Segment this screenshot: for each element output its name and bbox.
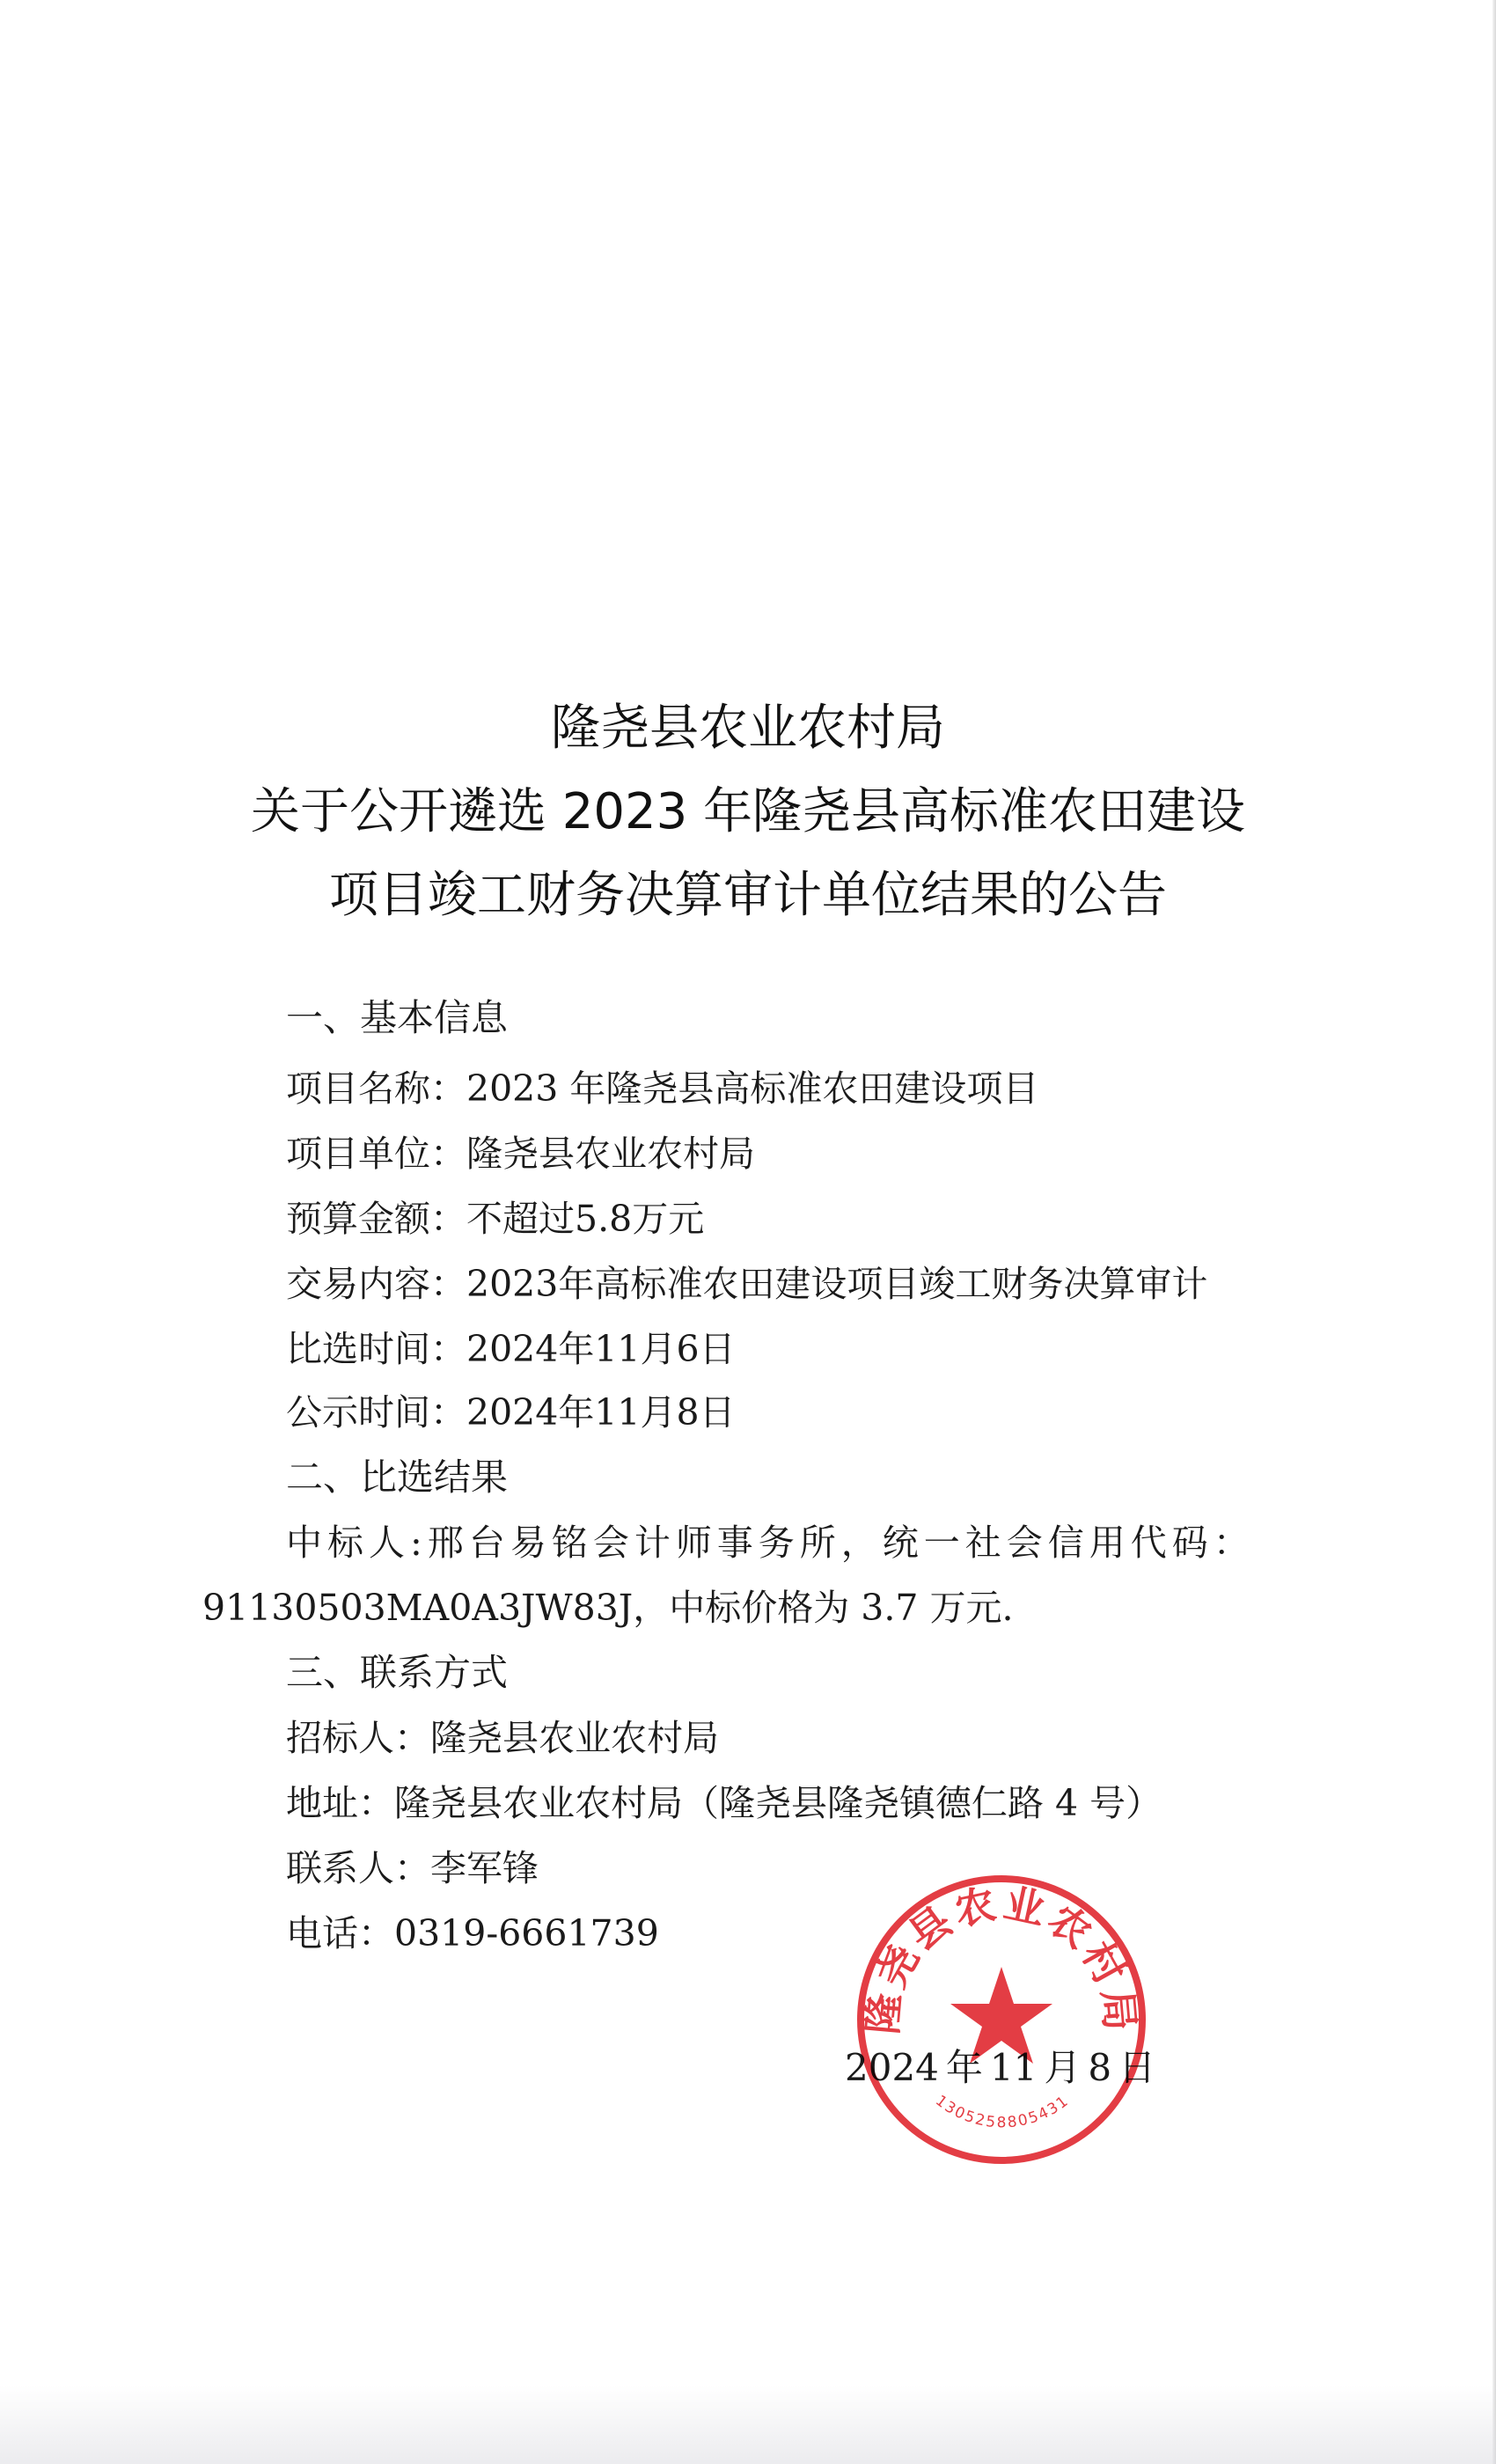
budget-value: 不超过5.8万元 — [466, 1198, 705, 1240]
project-name-label: 项目名称： — [286, 1067, 466, 1110]
project-unit-value: 隆尧县农业农村局 — [466, 1133, 755, 1175]
project-name-row — [286, 1067, 1038, 1111]
selection-time-row — [286, 1327, 736, 1371]
date-month-unit: 月 — [1044, 2046, 1082, 2089]
selection-time-value: 2024年11月6日 — [466, 1328, 736, 1370]
transaction-value: 2023年高标准农田建设项目竣工财务决算审计 — [466, 1263, 1208, 1305]
project-unit-row — [286, 1132, 755, 1176]
seal-code: 1305258805431 — [932, 2092, 1073, 2132]
project-unit-label: 项目单位： — [286, 1133, 466, 1175]
section-basic-info-heading: 一、基本信息 — [286, 996, 509, 1039]
address-row — [286, 1781, 1162, 1825]
address-label: 地址： — [286, 1782, 394, 1824]
section-result-heading: 二、比选结果 — [286, 1456, 509, 1499]
publicity-time-label: 公示时间： — [286, 1391, 466, 1434]
date-month: 11 — [989, 2046, 1038, 2089]
seal-star-icon — [950, 1967, 1052, 2064]
scan-shadow — [0, 2385, 1496, 2464]
date-year-unit: 年 — [945, 2046, 983, 2089]
winner-line-2: 91130503MA0A3JW83J，中标价格为 3.7 万元. — [202, 1587, 1014, 1629]
section-contact-heading: 三、联系方式 — [286, 1651, 509, 1694]
budget-label: 预算金额： — [286, 1198, 466, 1240]
seal-text: 隆尧县农业农村局 — [858, 1879, 1145, 2036]
publicity-time-value: 2024年11月8日 — [466, 1391, 736, 1434]
phone-label: 电话： — [286, 1912, 394, 1954]
budget-row — [286, 1197, 704, 1241]
contact-person-row — [286, 1846, 539, 1890]
transaction-row — [286, 1262, 1207, 1306]
contact-person-value: 李军锋 — [430, 1847, 539, 1889]
official-seal — [852, 1870, 1151, 2169]
project-name-value: 2023 年隆尧县高标准农田建设项目 — [466, 1067, 1039, 1110]
title-line-1: 隆尧县农业农村局 — [551, 700, 945, 757]
tenderer-value: 隆尧县农业农村局 — [430, 1717, 719, 1759]
tenderer-row — [286, 1716, 719, 1760]
date-day: 8 — [1088, 2046, 1112, 2089]
date-year: 2024 — [845, 2046, 939, 2089]
date-day-unit: 日 — [1118, 2046, 1156, 2089]
transaction-label: 交易内容： — [286, 1263, 466, 1305]
address-value: 隆尧县农业农村局（隆尧县隆尧镇德仁路 4 号） — [394, 1782, 1162, 1824]
publicity-time-row — [286, 1390, 736, 1434]
phone-row — [286, 1911, 659, 1955]
selection-time-label: 比选时间： — [286, 1328, 466, 1370]
title-line-2: 关于公开遴选 2023 年隆尧县高标准农田建设 — [250, 783, 1246, 840]
scan-edge — [1492, 0, 1496, 2464]
winner-line-1: 中标人:邢台易铭会计师事务所，统一社会信用代码： — [286, 1522, 1255, 1564]
contact-person-label: 联系人： — [286, 1847, 430, 1889]
phone-value: 0319-6661739 — [394, 1912, 659, 1954]
document-title — [0, 686, 1496, 937]
title-line-3: 项目竣工财务决算审计单位结果的公告 — [329, 867, 1167, 924]
tenderer-label: 招标人： — [286, 1717, 430, 1759]
